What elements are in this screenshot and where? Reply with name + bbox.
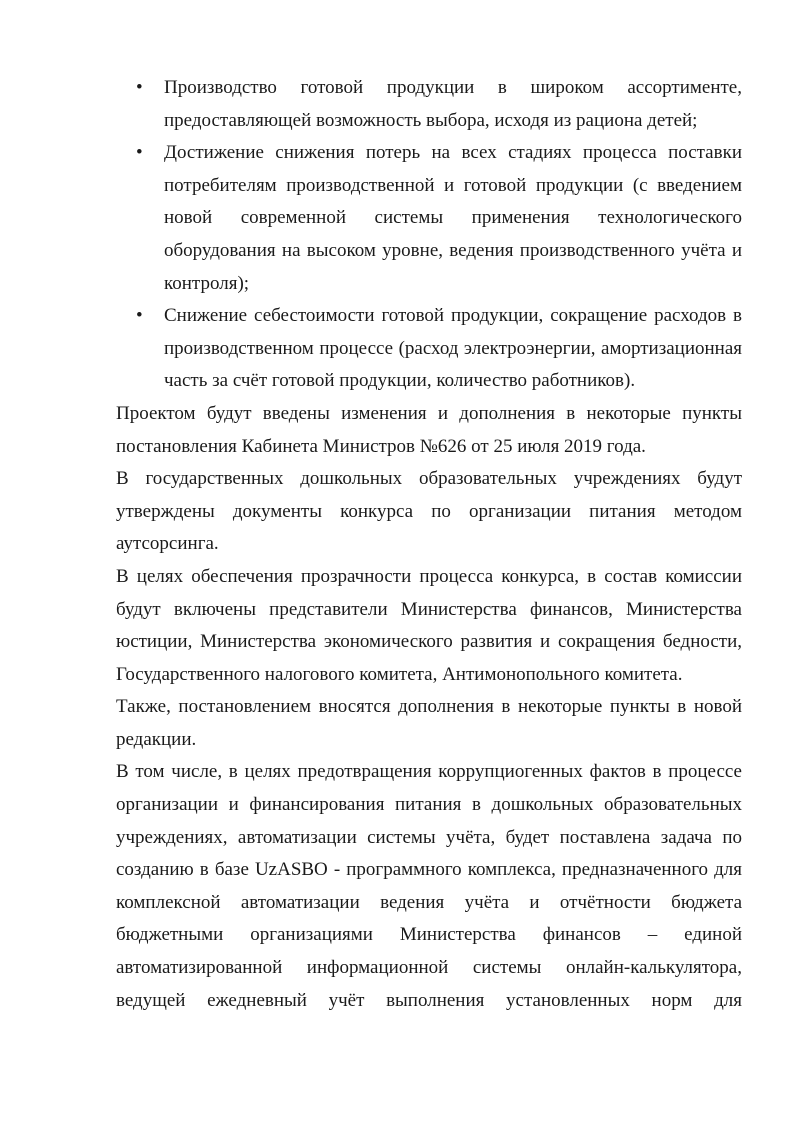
bullet-list bbox=[116, 72, 742, 398]
bullet-marker: • bbox=[136, 77, 143, 98]
bullet-item bbox=[116, 300, 742, 398]
paragraph: Проектом будут введены изменения и дополнения в некоторые пункты постановления Кабинета Министров №626 от 25 июля 2019 года. bbox=[116, 402, 742, 457]
bullet-text: Производство готовой продукции в широком ассортименте, предоставляющей возможность выбора, исходя из рациона детей; bbox=[164, 77, 742, 131]
bullet-marker: • bbox=[136, 305, 143, 327]
paragraph: В государственных дошкольных образовательных учреждениях будут утверждены документы конкурса по организации питания методом аутсорсинга. bbox=[116, 468, 742, 555]
paragraph: В целях обеспечения прозрачности процесса конкурса, в состав комиссии будут включены представители Министерства финансов, Министерства юстиции, Министерства экономического развития и сокращения бедности, Государственного налогового комитета, Антимонопольного комитета. bbox=[116, 565, 742, 685]
bullet-text: Достижение снижения потерь на всех стадиях процесса поставки потребителям производственной и готовой продукции (с введением новой современной системы применения технологического оборудования на высоком уровне, ведения производственного учёта и контроля); bbox=[164, 142, 742, 294]
bullet-text: Снижение себестоимости готовой продукции, сокращение расходов в производственном процессе (расход электроэнергии, амортизационная часть за счёт готовой продукции, количество работников). bbox=[164, 305, 742, 392]
bullet-item bbox=[116, 137, 742, 300]
paragraph-continued: В том числе, в целях предотвращения коррупциогенных фактов в процессе организации и финансирования питания в дошкольных образовательных учреждениях, автоматизации системы учёта, будет поставлена задача по созданию в базе UzASBO - программного комплекса, предназначенного для комплексной автоматизации ведения учёта и отчётности бюджета бюджетными организациями Министерства финансов – единой автоматизированной информационной системы онлайн-калькулятора, ведущей ежедневный учёт выполнения установленных норм для bbox=[116, 761, 742, 1011]
bullet-item bbox=[116, 72, 742, 137]
bullet-marker: • bbox=[136, 142, 143, 164]
paragraph: Также, постановлением вносятся дополнения в некоторые пункты в новой редакции. bbox=[116, 696, 742, 750]
